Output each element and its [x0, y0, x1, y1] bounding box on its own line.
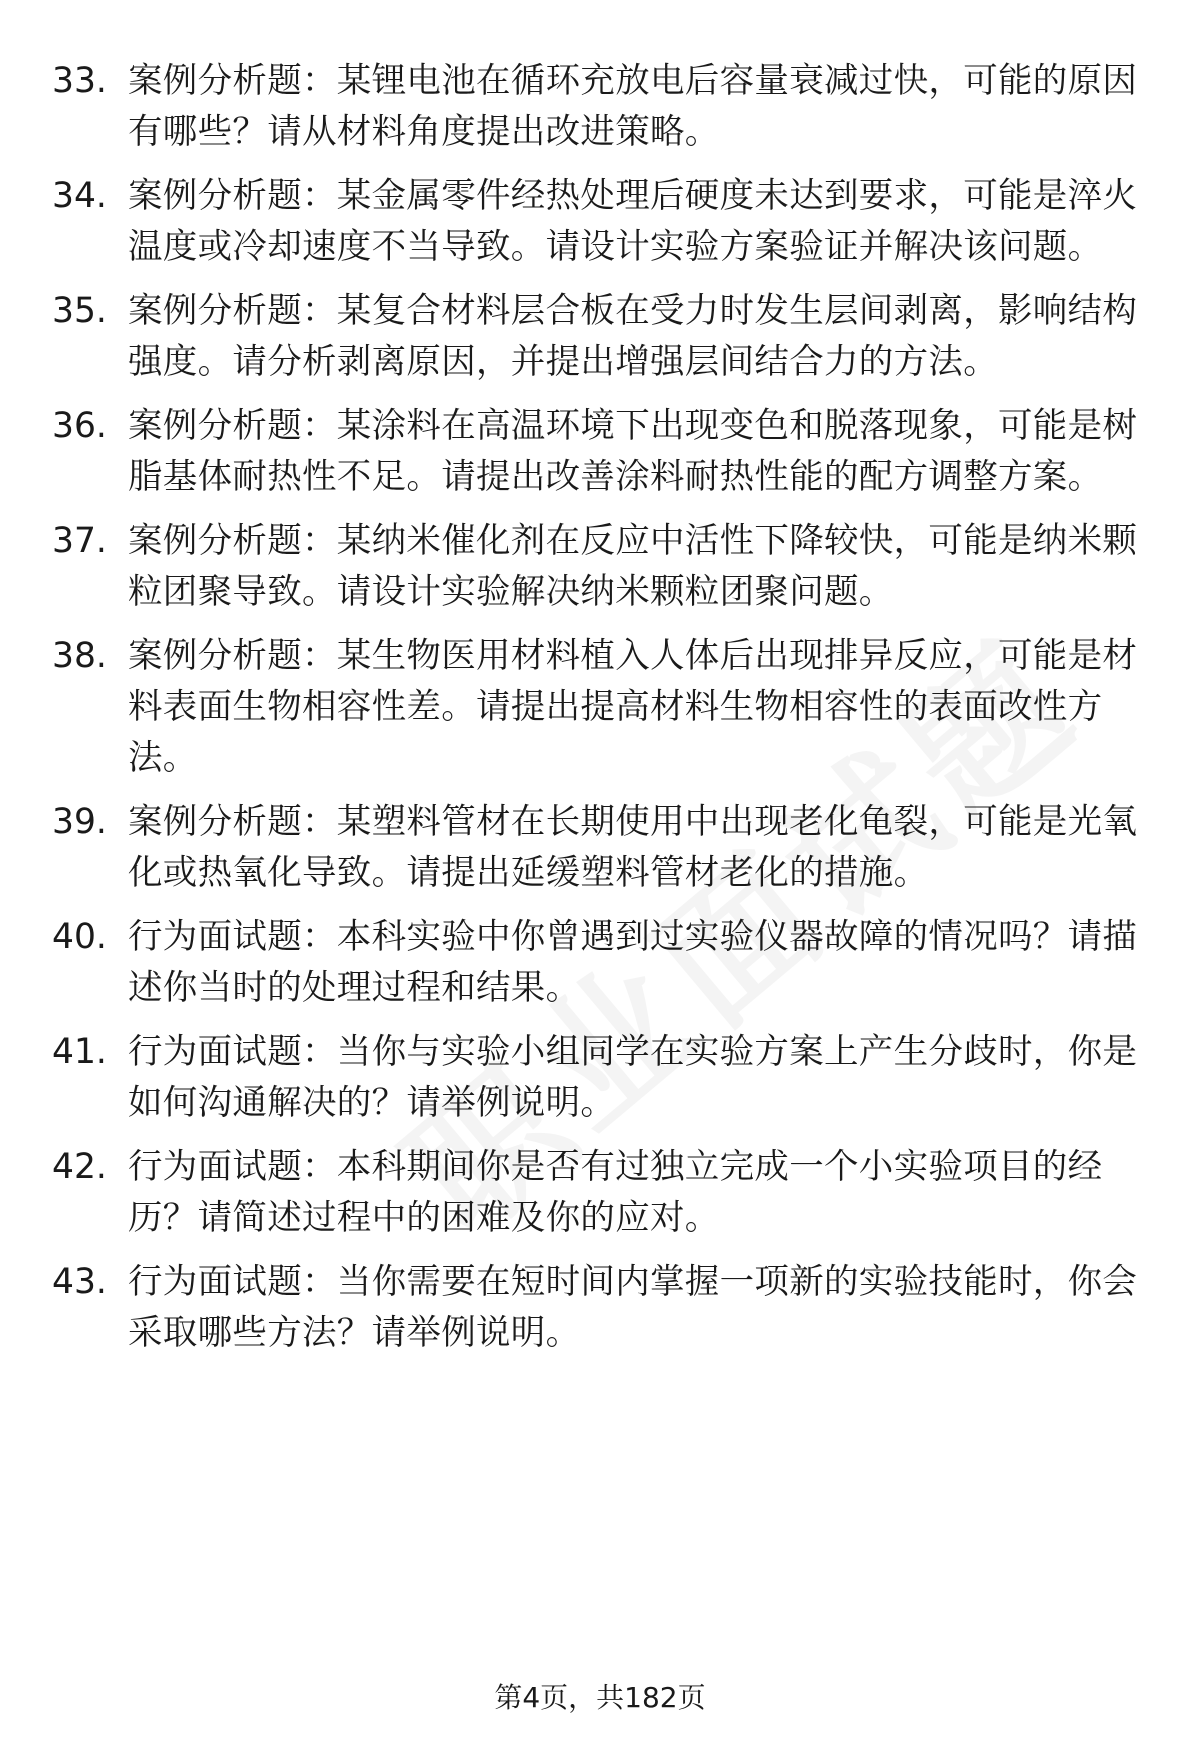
question-text: 案例分析题：某金属零件经热处理后硬度未达到要求，可能是淬火温度或冷却速度不当导致。请设计实验方案验证并解决该问题。	[128, 176, 1138, 267]
question-number: 33.	[52, 61, 107, 101]
question-item	[52, 401, 1152, 503]
question-item	[52, 286, 1152, 388]
question-number: 38.	[52, 636, 107, 676]
question-item	[52, 516, 1152, 618]
question-item	[52, 912, 1152, 1014]
question-number: 43.	[52, 1262, 107, 1302]
question-item	[52, 171, 1152, 273]
question-text: 行为面试题：当你需要在短时间内掌握一项新的实验技能时，你会采取哪些方法？请举例说明。	[128, 1262, 1138, 1353]
question-text: 行为面试题：当你与实验小组同学在实验方案上产生分歧时，你是如何沟通解决的？请举例说明。	[128, 1032, 1138, 1123]
question-number: 34.	[52, 176, 107, 216]
question-item	[52, 1257, 1152, 1359]
question-text: 行为面试题：本科期间你是否有过独立完成一个小实验项目的经历？请简述过程中的困难及你的应对。	[128, 1147, 1103, 1238]
question-item	[52, 1142, 1152, 1244]
question-number: 42.	[52, 1147, 107, 1187]
question-number: 41.	[52, 1032, 107, 1072]
question-text: 案例分析题：某生物医用材料植入人体后出现排异反应，可能是材料表面生物相容性差。请提出提高材料生物相容性的表面改性方法。	[128, 636, 1138, 778]
question-item	[52, 1027, 1152, 1129]
question-number: 40.	[52, 917, 107, 957]
question-number: 39.	[52, 802, 107, 842]
question-number: 36.	[52, 406, 107, 446]
question-text: 案例分析题：某纳米催化剂在反应中活性下降较快，可能是纳米颗粒团聚导致。请设计实验解决纳米颗粒团聚问题。	[128, 521, 1138, 612]
question-number: 35.	[52, 291, 107, 331]
question-item	[52, 797, 1152, 899]
page-indicator: 第4页，共182页	[494, 1681, 706, 1714]
question-text: 案例分析题：某涂料在高温环境下出现变色和脱落现象，可能是树脂基体耐热性不足。请提出改善涂料耐热性能的配方调整方案。	[128, 406, 1138, 497]
question-text: 行为面试题：本科实验中你曾遇到过实验仪器故障的情况吗？请描述你当时的处理过程和结果。	[128, 917, 1138, 1008]
question-text: 案例分析题：某锂电池在循环充放电后容量衰减过快，可能的原因有哪些？请从材料角度提出改进策略。	[128, 61, 1138, 152]
question-text: 案例分析题：某复合材料层合板在受力时发生层间剥离，影响结构强度。请分析剥离原因，并提出增强层间结合力的方法。	[128, 291, 1138, 382]
question-text: 案例分析题：某塑料管材在长期使用中出现老化龟裂，可能是光氧化或热氧化导致。请提出延缓塑料管材老化的措施。	[128, 802, 1138, 893]
question-item	[52, 56, 1152, 158]
question-number: 37.	[52, 521, 107, 561]
question-list	[52, 56, 1152, 1359]
question-item	[52, 631, 1152, 784]
